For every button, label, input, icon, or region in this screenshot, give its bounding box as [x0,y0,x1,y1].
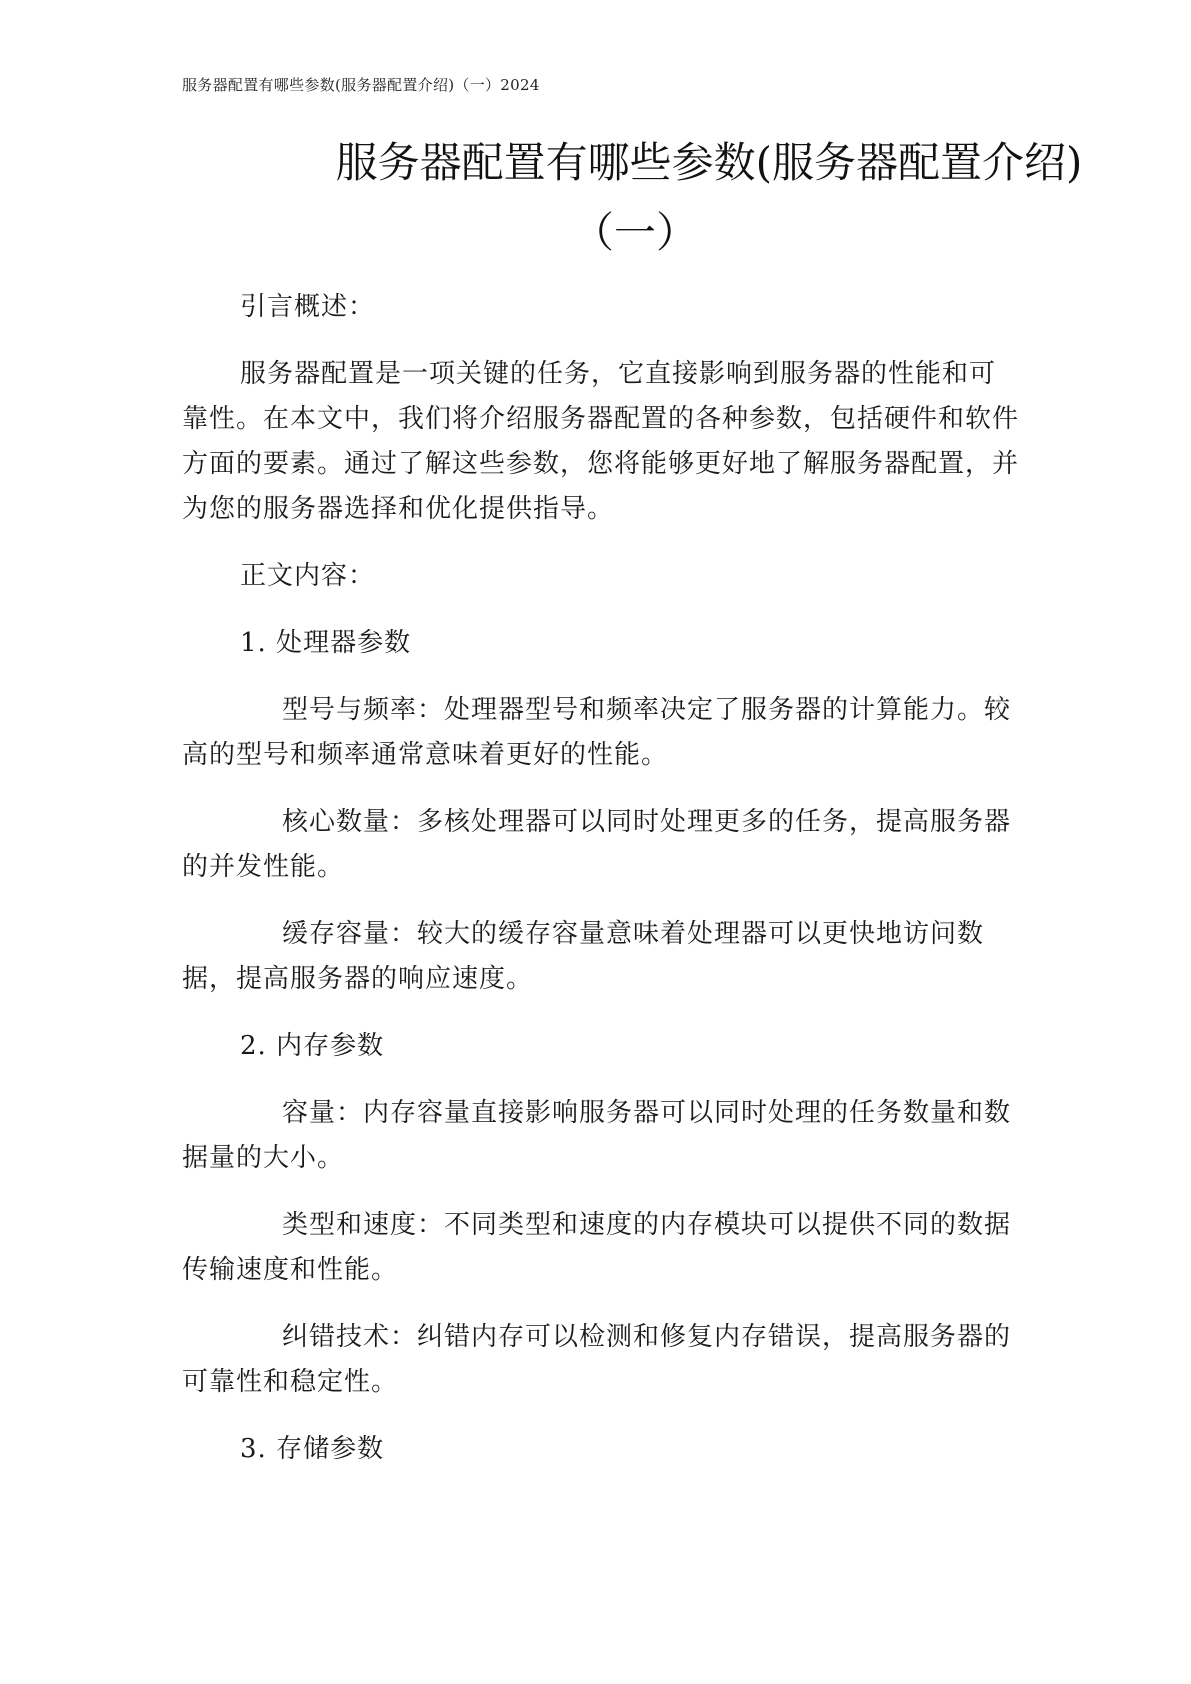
intro-label: 引言概述： [240,292,376,322]
body-label: 正文内容： [240,561,376,591]
section-heading-storage: 3. 存储参数 [240,1434,385,1464]
section-heading-memory: 2. 内存参数 [240,1031,385,1061]
list-item: 型号与频率：处理器型号和频率决定了服务器的计算能力。较高的型号和频率通常意味着更好的性能。 [182,695,1012,770]
intro-paragraph: 服务器配置是一项关键的任务，它直接影响到服务器的性能和可靠性。在本文中，我们将介绍服务器配置的各种参数，包括硬件和软件方面的要素。通过了解这些参数，您将能够更好地了解服务器配置，并为您的服务器选择和优化提供指导。 [182,359,1020,524]
list-item: 核心数量：多核处理器可以同时处理更多的任务，提高服务器的并发性能。 [182,807,1012,882]
list-item: 缓存容量：较大的缓存容量意味着处理器可以更快地访问数据，提高服务器的响应速度。 [182,919,985,994]
list-item: 纠错技术：纠错内存可以检测和修复内存错误，提高服务器的可靠性和稳定性。 [182,1322,1012,1397]
document-body [182,285,1020,1494]
section-heading-processor: 1. 处理器参数 [240,628,412,658]
list-item: 容量：内存容量直接影响服务器可以同时处理的任务数量和数据量的大小。 [182,1098,1012,1173]
document-title: 服务器配置有哪些参数(服务器配置介绍) [335,138,1083,187]
list-item: 类型和速度：不同类型和速度的内存模块可以提供不同的数据传输速度和性能。 [182,1210,1012,1285]
running-header: 服务器配置有哪些参数(服务器配置介绍)（一）2024 [182,76,540,94]
document-title-part: （一） [571,208,698,257]
